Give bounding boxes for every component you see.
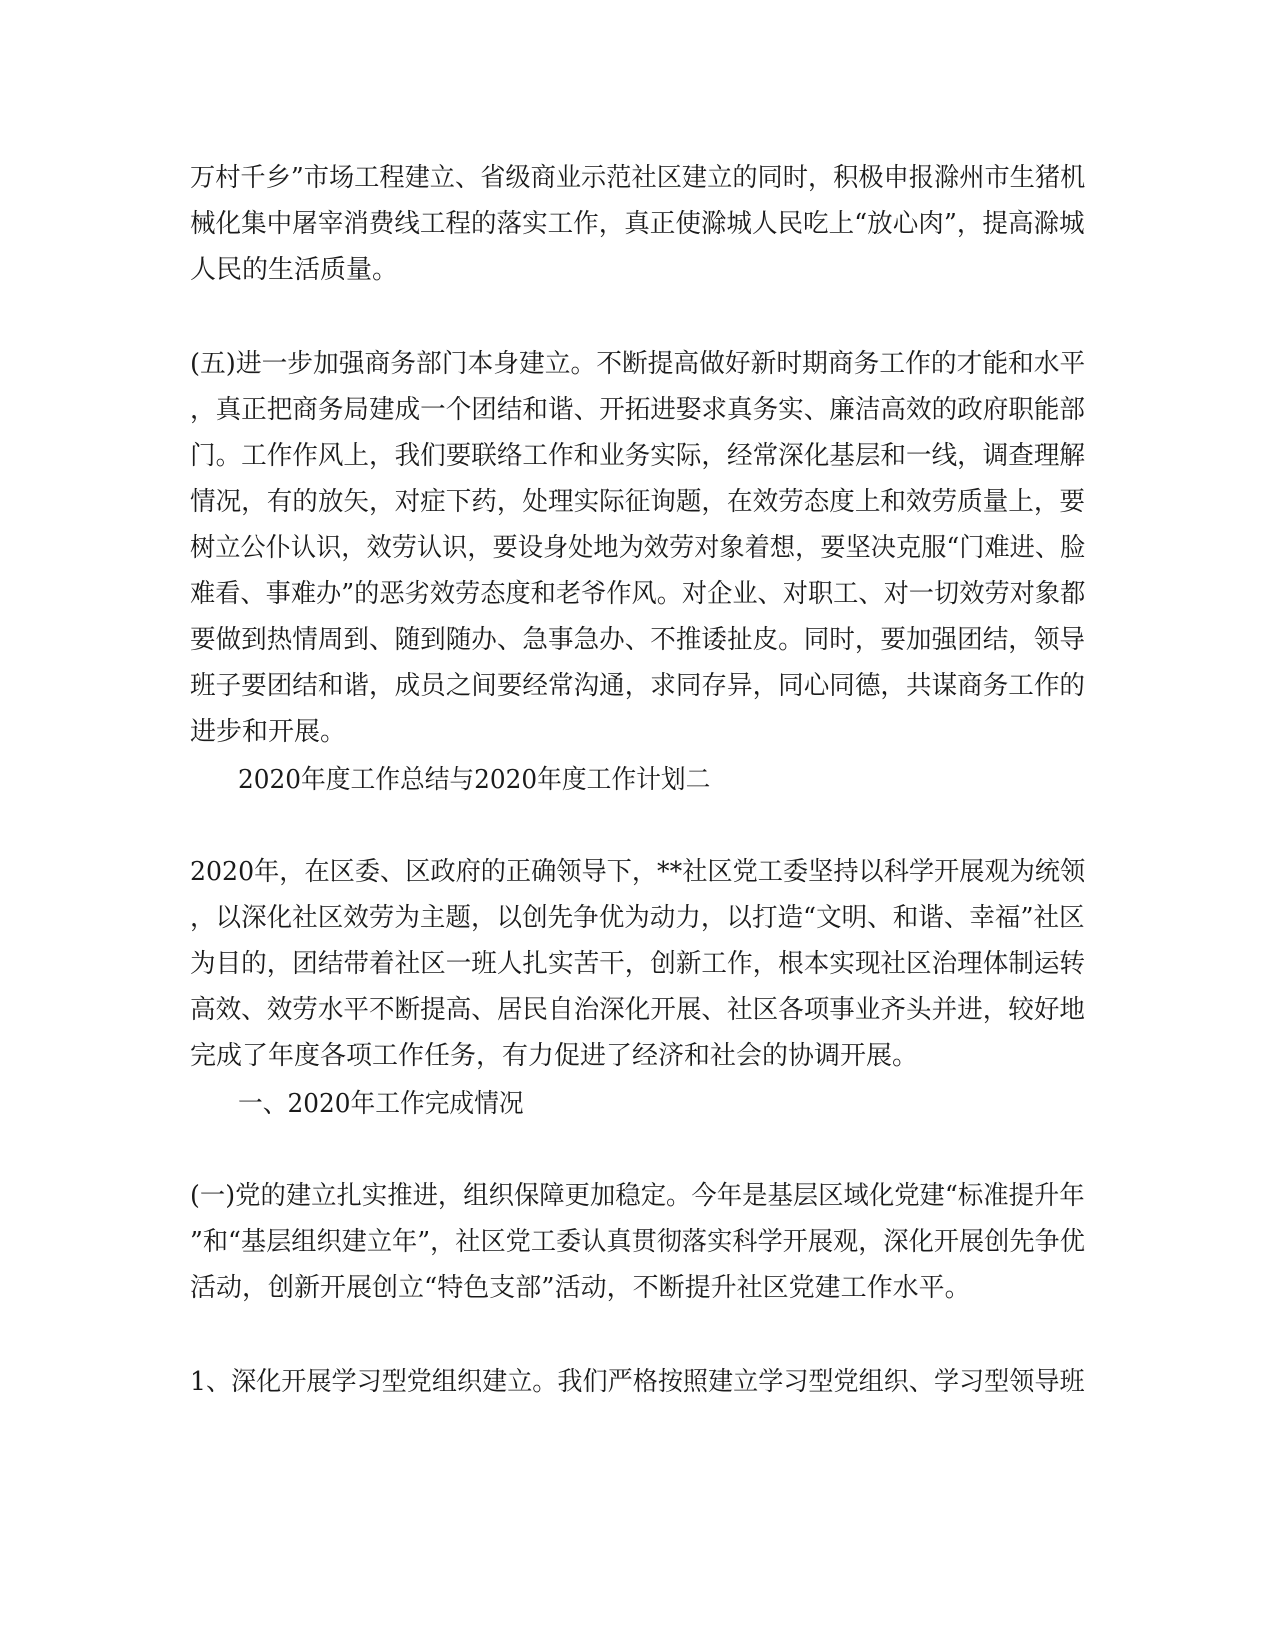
text-line: 械化集中屠宰消费线工程的落实工作，真正使滁城人民吃上“放心肉”，提高滁城 [190, 209, 1085, 239]
text-line: ，以深化社区效劳为主题，以创先争优为动力，以打造“文明、和谐、幸福”社区 [190, 903, 1085, 933]
text-line: 为目的，团结带着社区一班人扎实苦干，创新工作，根本实现社区治理体制运转 [190, 949, 1086, 979]
text-line: 人民的生活质量。 [190, 255, 399, 285]
text-line: 树立公仆认识，效劳认识，要设身处地为效劳对象着想，要坚决克服“门难进、脸 [190, 533, 1086, 563]
text-line: 情况，有的放矢，对症下药，处理实际征询题，在效劳态度上和效劳质量上，要 [190, 487, 1086, 517]
text-line: 门。工作作风上，我们要联络工作和业务实际，经常深化基层和一线，调查理解 [190, 441, 1086, 471]
section-heading: 2020年度工作总结与2020年度工作计划二 [238, 765, 711, 795]
text-line: (五)进一步加强商务部门本身建立。不断提高做好新时期商务工作的才能和水平 [190, 349, 1086, 379]
text-line: ”和“基层组织建立年”，社区党工委认真贯彻落实科学开展观，深化开展创先争优 [190, 1227, 1085, 1257]
text-line: 班子要团结和谐，成员之间要经常沟通，求同存异，同心同德，共谋商务工作的 [190, 671, 1086, 701]
text-line: 高效、效劳水平不断提高、居民自治深化开展、社区各项事业齐头并进，较好地 [190, 995, 1086, 1025]
text-line: 难看、事难办”的恶劣效劳态度和老爷作风。对企业、对职工、对一切效劳对象都 [190, 579, 1086, 609]
text-line: (一)党的建立扎实推进，组织保障更加稳定。今年是基层区域化党建“标准提升年 [190, 1181, 1085, 1211]
text-line: 活动，创新开展创立“特色支部”活动，不断提升社区党建工作水平。 [190, 1273, 971, 1303]
text-line: 万村千乡”市场工程建立、省级商业示范社区建立的同时，积极申报滁州市生猪机 [190, 163, 1086, 193]
text-line: 要做到热情周到、随到随办、急事急办、不推诿扯皮。同时，要加强团结，领导 [190, 625, 1086, 655]
text-line: 进步和开展。 [190, 717, 347, 747]
text-line: 完成了年度各项工作任务，有力促进了经济和社会的协调开展。 [190, 1041, 919, 1071]
text-line: ，真正把商务局建成一个团结和谐、开拓进娶求真务实、廉洁高效的政府职能部 [190, 395, 1086, 425]
text-line: 2020年，在区委、区政府的正确领导下，**社区党工委坚持以科学开展观为统领 [190, 857, 1086, 887]
section-heading: 一、2020年工作完成情况 [238, 1089, 524, 1119]
text-line: 1、深化开展学习型党组织建立。我们严格按照建立学习型党组织、学习型领导班 [190, 1367, 1085, 1397]
